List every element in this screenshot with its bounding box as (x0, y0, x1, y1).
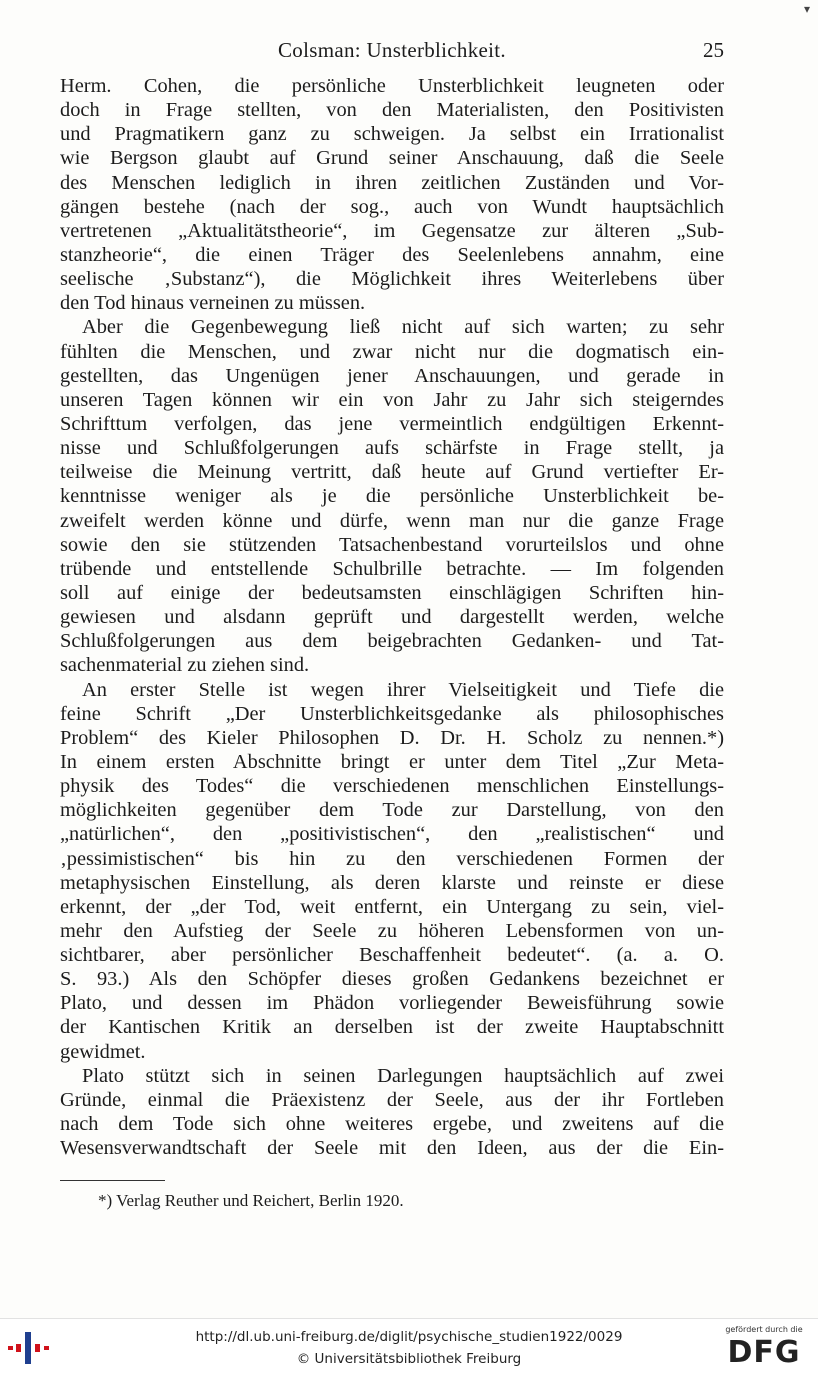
text-line: teilweise die Meinung vertritt, daß heute auf Grund vertiefter Er- (60, 461, 724, 484)
page-number: 25 (703, 38, 724, 62)
text-line: feine Schrift „Der Unsterblichkeitsgedanke als philosophisches (60, 702, 724, 725)
corner-menu-icon[interactable]: ▾ (803, 2, 810, 16)
text-line: Schlußfolgerungen aus dem beigebrachten Gedanken- und Tat- (60, 630, 724, 653)
text-line: kenntnisse weniger als je die persönliche Unsterblichkeit be- (60, 485, 724, 508)
text-line: unseren Tagen können wir ein von Jahr zu Jahr sich steigerndes (60, 388, 724, 411)
text-line: trübende und entstellende Schulbrille betrachte. — Im folgenden (60, 557, 724, 580)
page-header (60, 38, 724, 66)
footnote-rule (60, 1180, 165, 1181)
text-line: wie Bergson glaubt auf Grund seiner Anschauung, daß die Seele (60, 147, 724, 170)
text-line: gewiesen und alsdann geprüft und dargestellt werden, welche (60, 606, 724, 629)
text-line: soll auf einige der bedeutsamsten einschlägigen Schriften hin- (60, 581, 724, 604)
dfg-logo[interactable] (720, 1325, 808, 1371)
permalink-url[interactable]: http://dl.ub.uni-freiburg.de/diglit/psychische_studien1922/0029 (195, 1329, 623, 1345)
text-line: Problem“ des Kieler Philosophen D. Dr. H. Scholz zu nennen.*) (60, 726, 724, 749)
text-line: zweifelt werden könne und dürfe, wenn man nur die ganze Frage (60, 509, 724, 532)
text-line: doch in Frage stellten, von den Materialisten, den Positivisten (60, 99, 724, 122)
text-line: S. 93.) Als den Schöpfer dieses großen Gedankens bezeichnet er (60, 968, 724, 991)
dfg-wordmark: DFG (727, 1335, 801, 1370)
text-line: der Kantischen Kritik an derselben ist der zweite Hauptabschnitt (60, 1016, 724, 1039)
text-line: Schrifttum verfolgen, das jene vermeintlich endgültigen Erkennt- (60, 412, 724, 435)
dfg-caption: gefördert durch die (725, 1325, 803, 1334)
text-line: Herm. Cohen, die persönliche Unsterblichkeit leugneten oder (60, 75, 724, 97)
footnote: *) Verlag Reuther und Reichert, Berlin 1920. (98, 1191, 404, 1210)
text-line: nach dem Tode sich ohne weiteres ergebe, und zweitens auf die (60, 1113, 724, 1136)
text-line: des Menschen lediglich in ihren zeitlichen Zuständen und Vor- (60, 171, 724, 194)
text-line: Wesensverwandtschaft der Seele mit den Ideen, aus der die Ein- (60, 1137, 724, 1160)
text-line: sichtbarer, aber persönlicher Beschaffenheit bedeutet“. (a. a. O. (60, 944, 724, 967)
text-line: nisse und Schlußfolgerungen aufs schärfste in Frage stellt, ja (60, 437, 724, 460)
text-line: Aber die Gegenbewegung ließ nicht auf sich warten; zu sehr (82, 316, 724, 339)
text-line: Plato stützt sich in seinen Darlegungen hauptsächlich auf zwei (82, 1064, 724, 1087)
text-line: Gründe, einmal die Präexistenz der Seele, aus der ihr Fortleben (60, 1088, 724, 1111)
text-line: In einem ersten Abschnitte bringt er unter dem Titel „Zur Meta- (60, 750, 724, 773)
viewer-footer (0, 1318, 818, 1374)
text-line: ‚pessimistischen“ bis hin zu den verschiedenen Formen der (60, 847, 724, 870)
text-line: und Pragmatikern ganz zu schweigen. Ja selbst ein Irrationalist (60, 123, 724, 146)
text-line: physik des Todes“ die verschiedenen menschlichen Einstellungs- (60, 775, 724, 798)
text-line: fühlten die Menschen, und zwar nicht nur die dogmatisch ein- (60, 340, 724, 363)
text-line: An erster Stelle ist wegen ihrer Vielseitigkeit und Tiefe die (82, 678, 724, 701)
text-line: stanzheorie“, die einen Träger des Seelenlebens annahm, eine (60, 243, 724, 266)
running-title: Colsman: Unsterblichkeit. (278, 38, 506, 62)
text-line: sowie den sie stützenden Tatsachenbestand vorurteilslos und ohne (60, 533, 724, 556)
text-line: mehr den Aufstieg der Seele zu höheren Lebensformen von un- (60, 919, 724, 942)
text-line: seelische ‚Substanz“), die Möglichkeit ihres Weiterlebens über (60, 268, 724, 291)
text-line: metaphysischen Einstellung, als deren klarste und reinste er diese (60, 871, 724, 894)
text-line: „natürlichen“, den „positivistischen“, den „realistischen“ und (60, 823, 724, 846)
text-line: sachenmaterial zu ziehen sind. (60, 654, 310, 677)
text-line: gewidmet. (60, 1040, 146, 1063)
text-line: den Tod hinaus verneinen zu müssen. (60, 292, 366, 315)
text-line: vertretenen „Aktualitätstheorie“, im Gegensatze zur älteren „Sub- (60, 219, 724, 242)
text-line: gestellten, das Ungenügen jener Anschauungen, und gerade in (60, 364, 724, 387)
text-line: Plato, und dessen im Phädon vorliegender Beweisführung sowie (60, 992, 724, 1015)
text-line: möglichkeiten gegenüber dem Tode zur Darstellung, von den (60, 799, 724, 822)
body-text (60, 74, 724, 1160)
text-line: erkennt, der „der Tod, weit entfernt, ein Untergang zu sein, viel- (60, 895, 724, 918)
text-line: gängen bestehe (nach der sog., auch von Wundt hauptsächlich (60, 195, 724, 218)
copyright-notice: © Universitätsbibliothek Freiburg (296, 1351, 522, 1367)
